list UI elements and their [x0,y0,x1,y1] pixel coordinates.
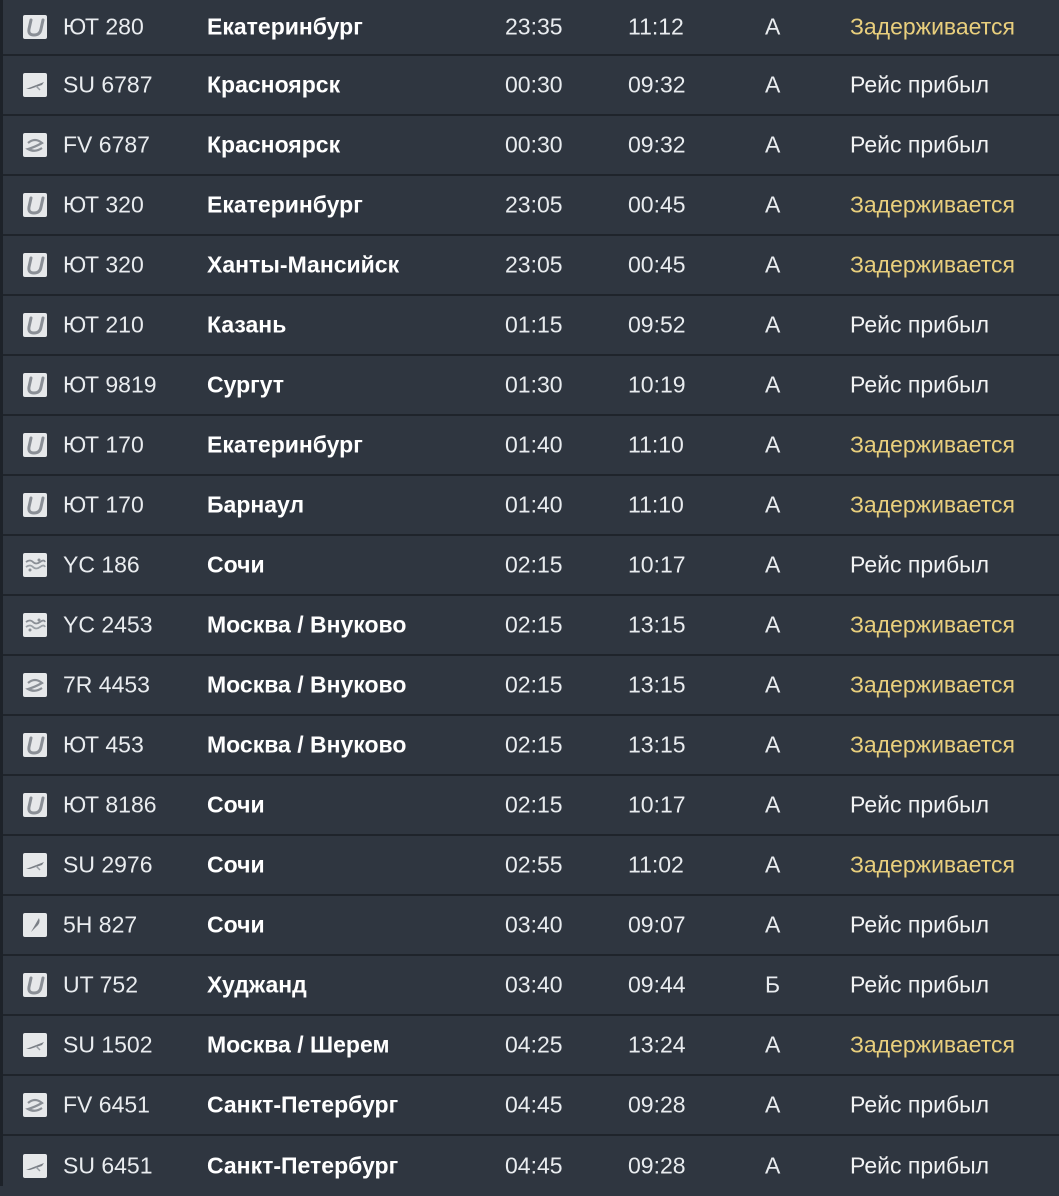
flight-status: Рейс прибыл [850,551,990,578]
terminal: А [765,371,781,398]
destination-city: Москва / Внуково [207,671,407,698]
aeroflot-logo-icon [23,73,47,97]
flight-status: Задерживается [850,191,1015,218]
departure-time: 01:30 [505,371,563,398]
terminal: А [765,1031,781,1058]
aeroflot-logo-icon [23,853,47,877]
flight-row[interactable] [3,1136,1059,1196]
swirl-logo-icon [23,673,47,697]
flight-row[interactable] [3,476,1059,536]
terminal: А [765,131,781,158]
destination-city: Ханты-Мансийск [207,251,400,278]
departure-time: 03:40 [505,971,563,998]
destination-city: Москва / Внуково [207,731,407,758]
flight-number: SU 1502 [63,1031,153,1058]
destination-city: Худжанд [207,971,307,998]
utair-logo-icon [23,193,47,217]
flight-number: SU 2976 [63,851,153,878]
arrival-time: 10:17 [628,551,686,578]
utair-logo-icon [23,313,47,337]
flight-number: FV 6451 [63,1091,150,1118]
flight-number: FV 6787 [63,131,150,158]
terminal: А [765,191,781,218]
departure-time: 01:15 [505,311,563,338]
arrival-time: 00:45 [628,251,686,278]
terminal: А [765,611,781,638]
flight-status: Задерживается [850,251,1015,278]
terminal: А [765,311,781,338]
arrival-time: 10:17 [628,791,686,818]
utair-logo-icon [23,253,47,277]
flight-status: Задерживается [850,611,1015,638]
terminal: А [765,251,781,278]
flight-number: ЮТ 453 [63,731,144,758]
arrival-time: 09:32 [628,71,686,98]
arrival-time: 13:15 [628,611,686,638]
flight-status: Задерживается [850,671,1015,698]
departure-time: 02:15 [505,671,563,698]
destination-city: Сочи [207,791,265,818]
flight-row[interactable] [3,1016,1059,1076]
arrival-time: 11:10 [628,431,684,458]
flight-status: Задерживается [850,13,1015,40]
flight-status: Задерживается [850,1031,1015,1058]
arrival-time: 09:28 [628,1152,686,1179]
destination-city: Москва / Внуково [207,611,407,638]
flight-row[interactable] [3,656,1059,716]
terminal: А [765,1091,781,1118]
terminal: А [765,791,781,818]
destination-city: Санкт-Петербург [207,1152,399,1179]
arrival-time: 11:12 [628,13,684,40]
terminal: А [765,851,781,878]
flight-row[interactable] [3,0,1059,56]
flight-number: ЮТ 320 [63,251,144,278]
swirl-logo-icon [23,1093,47,1117]
flight-number: SU 6451 [63,1152,153,1179]
flight-number: ЮТ 9819 [63,371,157,398]
departure-time: 02:15 [505,551,563,578]
arrival-time: 09:32 [628,131,686,158]
flight-number: 5Н 827 [63,911,138,938]
arrival-time: 09:28 [628,1091,686,1118]
flight-status: Задерживается [850,491,1015,518]
destination-city: Сочи [207,551,265,578]
flight-status: Рейс прибыл [850,311,990,338]
flight-row[interactable] [3,896,1059,956]
flight-status: Задерживается [850,731,1015,758]
arrival-time: 10:19 [628,371,686,398]
utair-logo-icon [23,733,47,757]
destination-city: Екатеринбург [207,191,363,218]
flight-status: Рейс прибыл [850,1152,990,1179]
arrival-time: 00:45 [628,191,686,218]
utair-logo-icon [23,15,47,39]
arrival-time: 13:15 [628,731,686,758]
flight-number: ЮТ 170 [63,431,144,458]
flight-status: Рейс прибыл [850,1091,990,1118]
pattern-logo-icon [23,553,47,577]
flight-status: Рейс прибыл [850,71,990,98]
arrival-time: 09:52 [628,311,686,338]
destination-city: Сочи [207,851,265,878]
terminal: А [765,671,781,698]
flight-row[interactable] [3,536,1059,596]
flight-row[interactable] [3,296,1059,356]
flight-number: ЮТ 210 [63,311,144,338]
arrival-time: 13:15 [628,671,686,698]
flight-number: YC 186 [63,551,140,578]
destination-city: Санкт-Петербург [207,1091,399,1118]
destination-city: Красноярск [207,71,341,98]
flight-status: Рейс прибыл [850,371,990,398]
pattern-logo-icon [23,613,47,637]
terminal: А [765,491,781,518]
destination-city: Екатеринбург [207,431,363,458]
flight-row[interactable] [3,836,1059,896]
destination-city: Красноярск [207,131,341,158]
flight-row[interactable] [3,356,1059,416]
arrival-time: 11:02 [628,851,684,878]
flight-number: ЮТ 320 [63,191,144,218]
flight-status: Задерживается [850,431,1015,458]
flight-row[interactable] [3,116,1059,176]
destination-city: Екатеринбург [207,13,363,40]
flight-number: 7R 4453 [63,671,150,698]
departure-time: 02:15 [505,791,563,818]
flight-status: Рейс прибыл [850,971,990,998]
departure-time: 04:25 [505,1031,563,1058]
utair-logo-icon [23,973,47,997]
flight-row[interactable] [3,236,1059,296]
terminal: А [765,71,781,98]
flight-row[interactable] [3,596,1059,656]
terminal: А [765,1152,781,1179]
departure-time: 04:45 [505,1152,563,1179]
feather-logo-icon [23,913,47,937]
terminal: А [765,431,781,458]
departure-time: 02:55 [505,851,563,878]
departure-time: 23:35 [505,13,563,40]
departure-time: 23:05 [505,191,563,218]
flight-number: SU 6787 [63,71,153,98]
flight-row[interactable] [3,1076,1059,1136]
departure-time: 02:15 [505,731,563,758]
destination-city: Сургут [207,371,285,398]
terminal: А [765,13,781,40]
departure-time: 23:05 [505,251,563,278]
departure-time: 00:30 [505,71,563,98]
aeroflot-logo-icon [23,1154,47,1178]
flight-row[interactable] [3,776,1059,836]
departure-time: 04:45 [505,1091,563,1118]
departure-time: 00:30 [505,131,563,158]
flight-number: YC 2453 [63,611,153,638]
arrival-time: 13:24 [628,1031,686,1058]
utair-logo-icon [23,793,47,817]
utair-logo-icon [23,373,47,397]
departure-time: 03:40 [505,911,563,938]
arrival-time: 09:07 [628,911,686,938]
destination-city: Москва / Шерем [207,1031,390,1058]
destination-city: Сочи [207,911,265,938]
aeroflot-logo-icon [23,1033,47,1057]
utair-logo-icon [23,493,47,517]
flight-number: ЮТ 8186 [63,791,157,818]
destination-city: Казань [207,311,287,338]
swirl-logo-icon [23,133,47,157]
flight-status: Рейс прибыл [850,911,990,938]
flight-row[interactable] [3,716,1059,776]
departure-time: 02:15 [505,611,563,638]
flight-status: Задерживается [850,851,1015,878]
departure-time: 01:40 [505,431,563,458]
terminal: А [765,911,781,938]
flight-number: UT 752 [63,971,139,998]
utair-logo-icon [23,433,47,457]
destination-city: Барнаул [207,491,305,518]
flight-row[interactable] [3,956,1059,1016]
departure-time: 01:40 [505,491,563,518]
flight-status: Рейс прибыл [850,791,990,818]
arrival-time: 09:44 [628,971,686,998]
terminal: А [765,551,781,578]
flight-row[interactable] [3,416,1059,476]
flight-status: Рейс прибыл [850,131,990,158]
terminal: Б [765,971,781,998]
flight-row[interactable] [3,176,1059,236]
flight-number: ЮТ 280 [63,13,144,40]
flight-row[interactable] [3,56,1059,116]
terminal: А [765,731,781,758]
arrival-time: 11:10 [628,491,684,518]
flight-number: ЮТ 170 [63,491,144,518]
